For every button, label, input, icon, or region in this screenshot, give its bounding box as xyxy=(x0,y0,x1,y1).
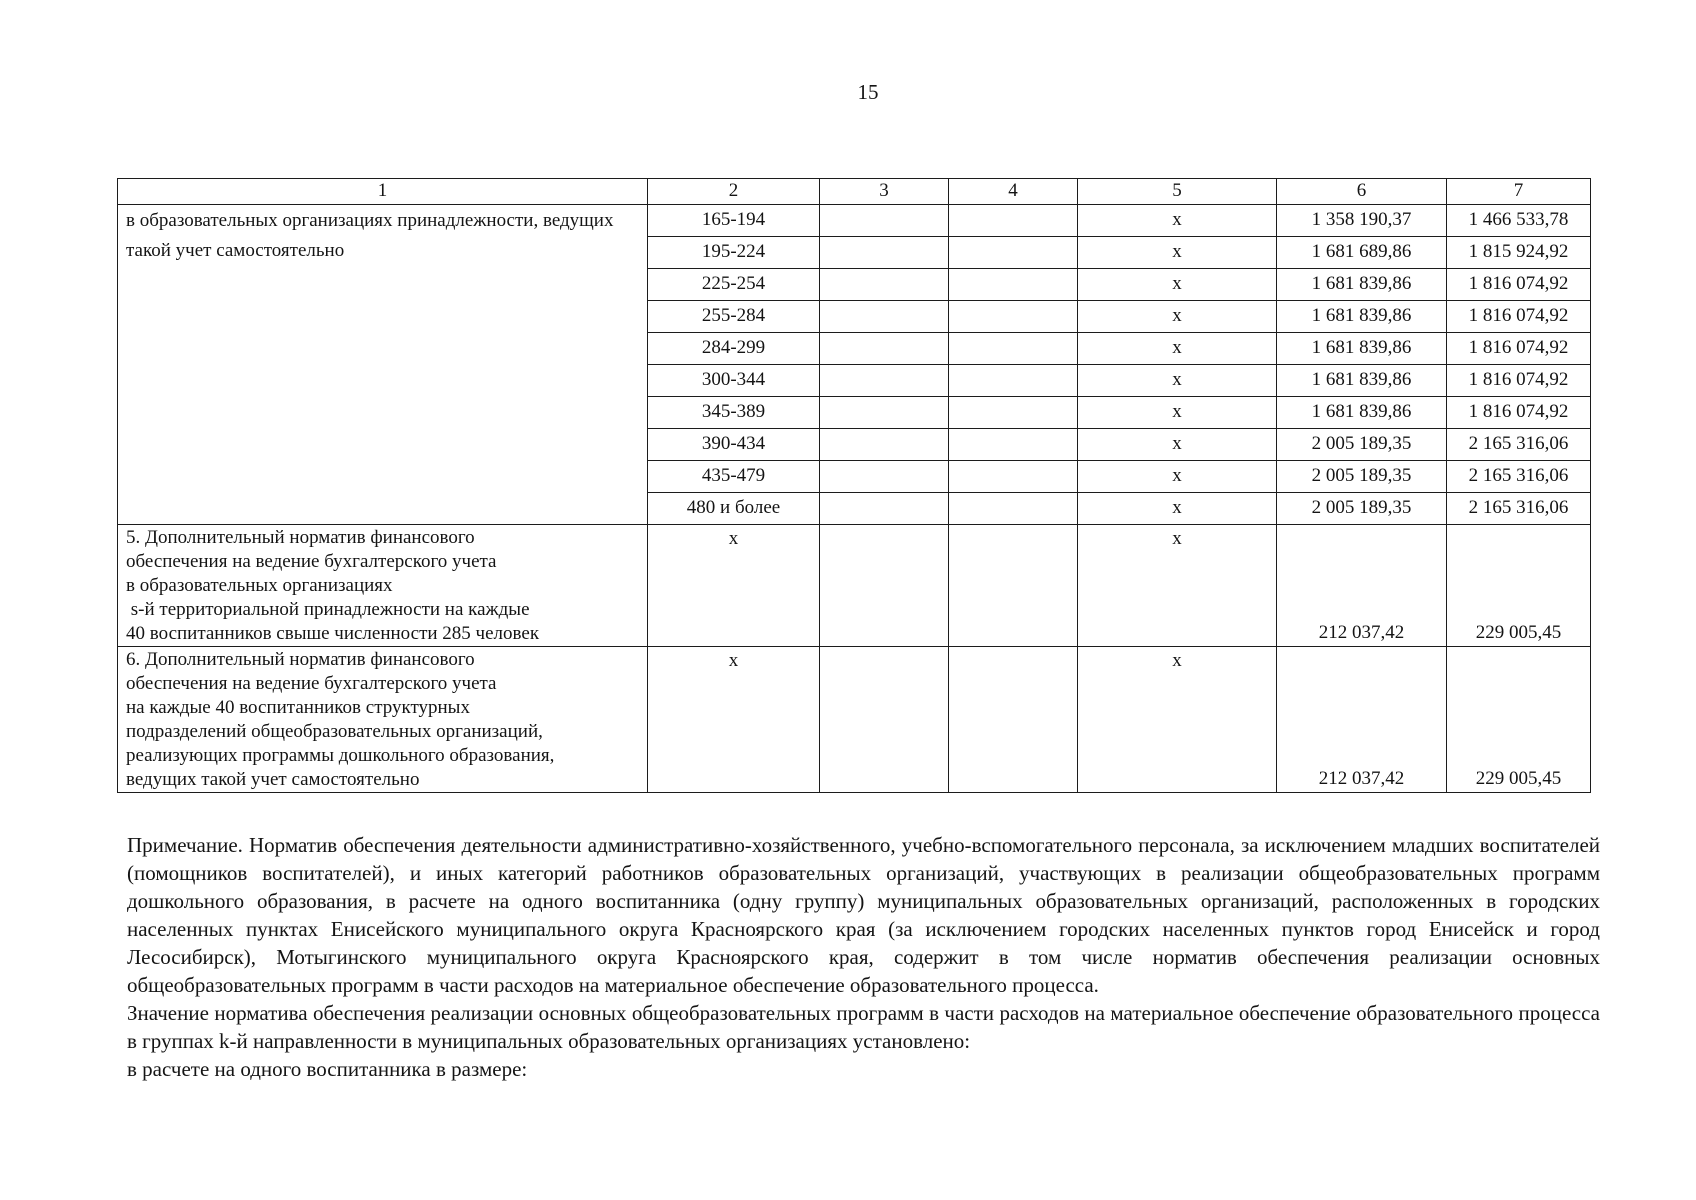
column-header: 7 xyxy=(1447,179,1591,205)
range-cell: 284-299 xyxy=(648,333,820,365)
value-cell: 229 005,45 xyxy=(1447,647,1591,793)
value-cell: 1 681 839,86 xyxy=(1277,397,1447,429)
value-cell: 2 165 316,06 xyxy=(1447,461,1591,493)
value-cell: 1 816 074,92 xyxy=(1447,333,1591,365)
value-cell: 1 681 839,86 xyxy=(1277,269,1447,301)
description-line: подразделений общеобразовательных организаций, xyxy=(126,721,543,742)
table-row xyxy=(118,205,1591,237)
empty-cell xyxy=(820,461,949,493)
empty-cell xyxy=(820,301,949,333)
x-mark-cell: х xyxy=(1078,269,1277,301)
x-mark-cell: х xyxy=(1078,365,1277,397)
range-cell: 390-434 xyxy=(648,429,820,461)
value-cell: 2 165 316,06 xyxy=(1447,429,1591,461)
value-cell: 2 005 189,35 xyxy=(1277,493,1447,525)
x-mark-cell: х xyxy=(1078,301,1277,333)
x-mark-cell: х xyxy=(1078,493,1277,525)
column-header: 6 xyxy=(1277,179,1447,205)
description-line: обеспечения на ведение бухгалтерского учета xyxy=(126,551,497,572)
x-mark-cell: х xyxy=(1078,647,1277,793)
x-mark-cell: х xyxy=(1078,205,1277,237)
value-cell: 1 816 074,92 xyxy=(1447,365,1591,397)
group-description-cell: в образовательных организациях принадлежности, ведущих такой учет самостоятельно xyxy=(118,205,648,525)
range-cell: 345-389 xyxy=(648,397,820,429)
x-mark-cell: х xyxy=(1078,333,1277,365)
x-mark-cell: х xyxy=(648,525,820,647)
table-row xyxy=(118,647,1591,793)
normative-table xyxy=(117,178,1591,793)
range-cell: 300-344 xyxy=(648,365,820,397)
empty-cell xyxy=(820,397,949,429)
row-description-cell xyxy=(118,525,648,647)
empty-cell xyxy=(820,205,949,237)
empty-cell xyxy=(949,429,1078,461)
empty-cell xyxy=(949,647,1078,793)
description-line: 6. Дополнительный норматив финансового xyxy=(126,649,475,670)
empty-cell xyxy=(820,365,949,397)
description-line: на каждые 40 воспитанников структурных xyxy=(126,697,470,718)
description-line: 5. Дополнительный норматив финансового xyxy=(126,527,475,548)
column-header: 2 xyxy=(648,179,820,205)
value-cell: 1 681 839,86 xyxy=(1277,365,1447,397)
note-paragraph-3: в расчете на одного воспитанника в размере: xyxy=(127,1057,528,1081)
x-mark-cell: х xyxy=(1078,237,1277,269)
range-cell: 255-284 xyxy=(648,301,820,333)
note-paragraph-1: Примечание. Норматив обеспечения деятельности административно-хозяйственного, учебно-вспомогательного персонала, за исключением младших воспитателей (помощников воспитателей), и иных категорий работников образовательных организаций, участвующих в реализации общеобразовательных программ дошкольного образования, в расчете на одного воспитанника (одну группу) муниципальных образовательных организаций, расположенных в городских населенных пунктах Енисейского муниципального округа Красноярского края (за исключением городских населенных пунктов город Енисейск и город Лесосибирск), Мотыгинского муниципального округа Красноярского края, содержит в том числе норматив обеспечения реализации основных общеобразовательных программ в части расходов на материальное обеспечение образовательного процесса. xyxy=(127,833,1600,997)
value-cell: 1 816 074,92 xyxy=(1447,269,1591,301)
value-cell: 2 005 189,35 xyxy=(1277,461,1447,493)
empty-cell xyxy=(820,429,949,461)
value-cell: 229 005,45 xyxy=(1447,525,1591,647)
empty-cell xyxy=(949,461,1078,493)
value-cell: 2 005 189,35 xyxy=(1277,429,1447,461)
value-cell: 1 681 689,86 xyxy=(1277,237,1447,269)
empty-cell xyxy=(820,237,949,269)
column-header: 3 xyxy=(820,179,949,205)
range-cell: 225-254 xyxy=(648,269,820,301)
empty-cell xyxy=(949,365,1078,397)
value-cell: 1 358 190,37 xyxy=(1277,205,1447,237)
empty-cell xyxy=(820,493,949,525)
value-cell: 1 816 074,92 xyxy=(1447,397,1591,429)
empty-cell xyxy=(949,525,1078,647)
x-mark-cell: х xyxy=(1078,461,1277,493)
empty-cell xyxy=(949,205,1078,237)
x-mark-cell: х xyxy=(1078,397,1277,429)
value-cell: 212 037,42 xyxy=(1277,647,1447,793)
description-line: реализующих программы дошкольного образования, xyxy=(126,745,555,766)
empty-cell xyxy=(949,397,1078,429)
description-line: в образовательных организациях xyxy=(126,575,393,596)
empty-cell xyxy=(820,647,949,793)
description-line: обеспечения на ведение бухгалтерского учета xyxy=(126,673,497,694)
value-cell: 1 681 839,86 xyxy=(1277,333,1447,365)
column-header: 1 xyxy=(118,179,648,205)
range-cell: 480 и более xyxy=(648,493,820,525)
empty-cell xyxy=(820,525,949,647)
value-cell: 2 165 316,06 xyxy=(1447,493,1591,525)
description-line: s-й территориальной принадлежности на каждые xyxy=(126,599,530,620)
range-cell: 435-479 xyxy=(648,461,820,493)
value-cell: 1 466 533,78 xyxy=(1447,205,1591,237)
row-description-cell xyxy=(118,647,648,793)
range-cell: 195-224 xyxy=(648,237,820,269)
empty-cell xyxy=(820,269,949,301)
table-header-row xyxy=(118,179,1591,205)
empty-cell xyxy=(949,333,1078,365)
note-paragraph-2: Значение норматива обеспечения реализации основных общеобразовательных программ в части расходов на материальное обеспечение образовательного процесса в группах k-й направленности в муниципальных образовательных организациях установлено: xyxy=(127,1001,1600,1053)
description-line: 40 воспитанников свыше численности 285 человек xyxy=(126,623,540,644)
value-cell: 1 816 074,92 xyxy=(1447,301,1591,333)
note-block xyxy=(127,831,1600,1083)
value-cell: 1 815 924,92 xyxy=(1447,237,1591,269)
empty-cell xyxy=(820,333,949,365)
value-cell: 1 681 839,86 xyxy=(1277,301,1447,333)
empty-cell xyxy=(949,269,1078,301)
empty-cell xyxy=(949,493,1078,525)
value-cell: 212 037,42 xyxy=(1277,525,1447,647)
description-line: ведущих такой учет самостоятельно xyxy=(126,769,420,790)
page-number: 15 xyxy=(857,80,879,104)
x-mark-cell: х xyxy=(648,647,820,793)
x-mark-cell: х xyxy=(1078,525,1277,647)
range-cell: 165-194 xyxy=(648,205,820,237)
x-mark-cell: х xyxy=(1078,429,1277,461)
empty-cell xyxy=(949,237,1078,269)
column-header: 4 xyxy=(949,179,1078,205)
table-row xyxy=(118,525,1591,647)
column-header: 5 xyxy=(1078,179,1277,205)
empty-cell xyxy=(949,301,1078,333)
